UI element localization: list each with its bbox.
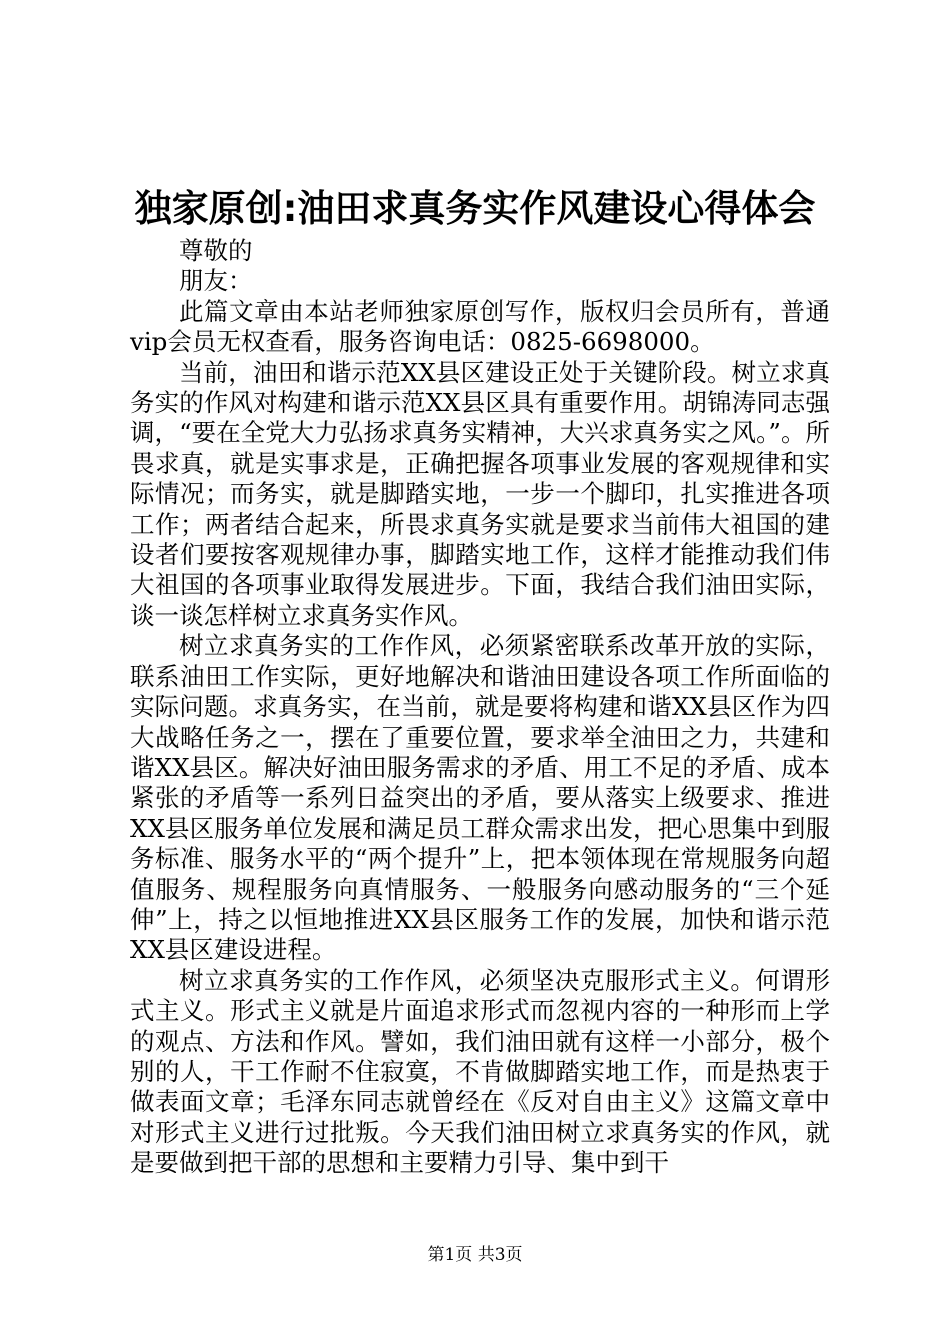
greeting-line-1: 尊敬的 <box>179 236 253 265</box>
paragraph-copyright-notice: 此篇文章由本站老师独家原创写作，版权归会员所有，普通vip会员无权查看，服务咨询电话：0825-6698000。 <box>130 296 830 357</box>
paragraph-reform: 树立求真务实的工作作风，必须紧密联系改革开放的实际，联系油田工作实际，更好地解决和谐油田建设各项工作所面临的实际问题。求真务实，在当前，就是要将构建和谐XX县区作为四大战略任务之一，摆在了重要位置，要求举全油田之力，共建和谐XX县区。解决好油田服务需求的矛盾、用工不足的矛盾、成本紧张的矛盾等一系列日益突出的矛盾，要从落实上级要求、推进XX县区服务单位发展和满足员工群众需求出发，把心思集中到服务标准、服务水平的“两个提升”上，把本领体现在常规服务向超值服务、规程服务向真情服务、一般服务向感动服务的“三个延伸”上，持之以恒地推进XX县区服务工作的发展，加快和谐示范XX县区建设进程。 <box>130 631 830 965</box>
paragraph-formalism: 树立求真务实的工作作风，必须坚决克服形式主义。何谓形式主义。形式主义就是片面追求形式而忽视内容的一种形而上学的观点、方法和作风。譬如，我们油田就有这样一小部分，极个别的人，干工作耐不住寂寞，不肯做脚踏实地工作，而是热衷于做表面文章；毛泽东同志就曾经在《反对自由主义》这篇文章中对形式主义进行过批叛。今天我们油田树立求真务实的作风，就是要做到把干部的思想和主要精力引导、集中到干 <box>130 965 830 1178</box>
paragraph-intro: 当前，油田和谐示范XX县区建设正处于关键阶段。树立求真务实的作风对构建和谐示范XX县区具有重要作用。胡锦涛同志强调，“要在全党大力弘扬求真务实精神，大兴求真务实之风。”。所畏求真，就是实事求是，正确把握各项事业发展的客观规律和实际情况；而务实，就是脚踏实地，一步一个脚印，扎实推进各项工作；两者结合起来，所畏求真务实就是要求当前伟大祖国的建设者们要按客观规律办事，脚踏实地工作，这样才能推动我们伟大祖国的各项事业取得发展进步。下面，我结合我们油田实际，谈一谈怎样树立求真务实作风。 <box>130 357 830 630</box>
page-number-footer: 第1页 共3页 <box>427 1245 523 1265</box>
document-title: 独家原创:油田求真务实作风建设心得体会 <box>134 187 816 230</box>
document-body <box>130 236 830 1179</box>
greeting-line-2: 朋友： <box>179 266 253 296</box>
